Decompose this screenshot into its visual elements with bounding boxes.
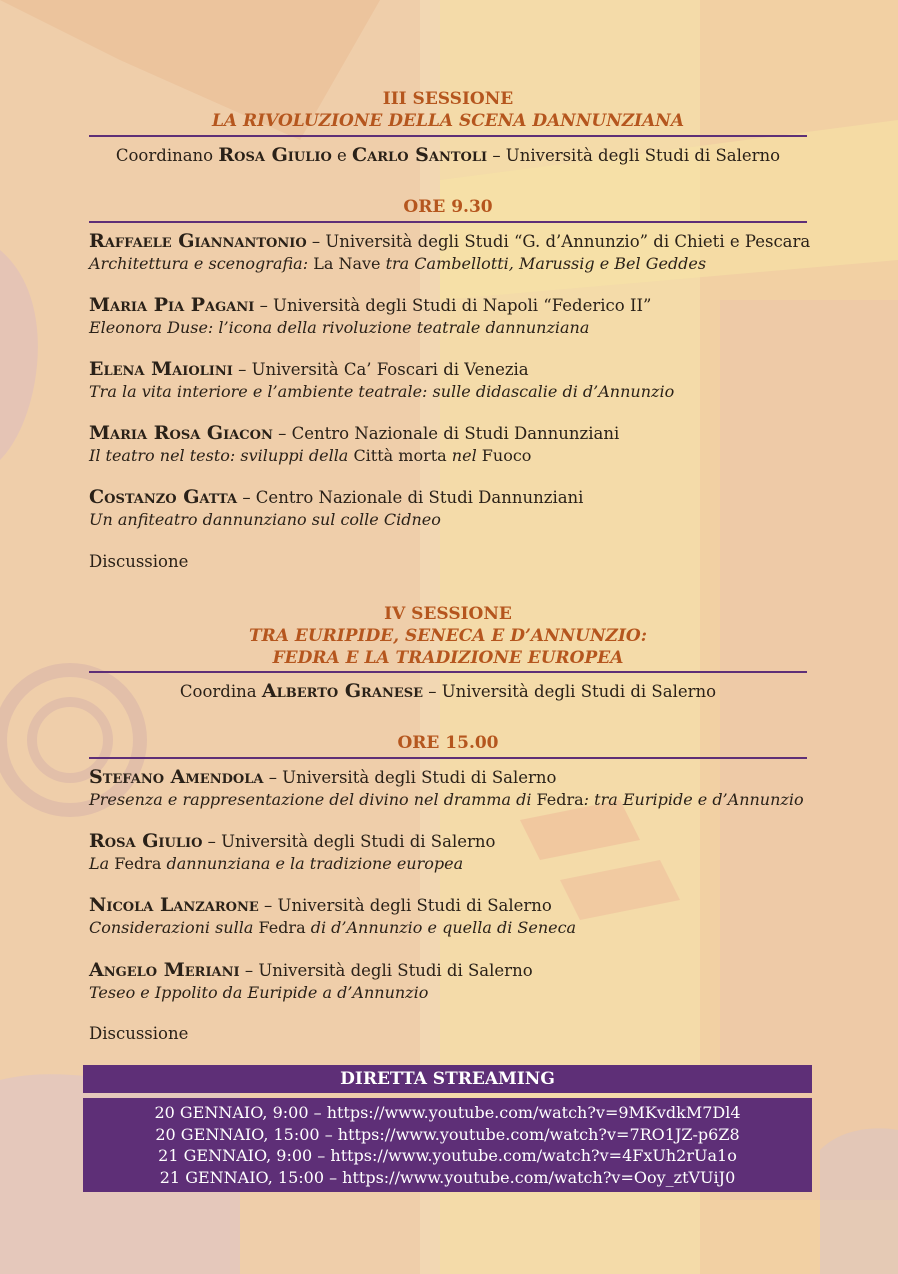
discussion-label: Discussione [89,552,189,571]
streaming-links [83,1098,812,1192]
session-4-header [89,603,807,669]
speaker-affiliation: – Centro Nazionale di Studi Dannunziani [242,488,584,507]
session-4-subtitle: FEDRA E LA TRADIZIONE EUROPEA [272,648,624,668]
streaming-link[interactable]: 20 GENNAIO, 15:00 – https://www.youtube.com/watch?v=7RO1JZ-p6Z8 [155,1124,740,1144]
session-4-coordinator: Coordina Alberto Granese – Università degli Studi di Salerno [179,680,717,702]
session-4-time: ORE 15.00 [397,733,499,753]
talk-item [89,830,819,875]
speaker-affiliation: – Università degli Studi di Salerno [264,896,552,915]
talk-title: Il teatro nel testo: sviluppi della Città morta nel Fuoco [89,446,532,465]
speaker-name: Rosa Giulio [89,830,203,852]
talk-title: Considerazioni sulla Fedra di d’Annunzio e quella di Seneca [89,918,577,937]
divider [89,135,807,137]
divider [89,757,807,759]
divider [89,221,807,223]
speaker-name: Stefano Amendola [89,766,264,788]
talk-item [89,422,819,467]
streaming-title: DIRETTA STREAMING [83,1065,812,1093]
speaker-affiliation: – Università degli Studi di Napoli “Federico II” [259,296,652,315]
talk-item [89,766,819,811]
talk-title: Teseo e Ippolito da Euripide a d’Annunzio [89,983,429,1002]
streaming-link[interactable]: 21 GENNAIO, 9:00 – https://www.youtube.com/watch?v=4FxUh2rUa1o [158,1146,737,1165]
talk-item [89,358,819,403]
speaker-affiliation: – Università degli Studi di Salerno [207,832,496,851]
speaker-name: Elena Maiolini [89,358,233,380]
speaker-affiliation: – Università degli Studi “G. d’Annunzio” di Chieti e Pescara [311,232,811,251]
talk-item [89,294,819,339]
coordinator-name: Carlo Santoli [352,144,488,166]
session-3-time: ORE 9.30 [403,197,493,217]
session-3-heading: III SESSIONE [382,89,514,109]
discussion-label: Discussione [89,1024,189,1043]
speaker-affiliation: – Centro Nazionale di Studi Dannunziani [278,424,620,443]
talk-title: Un anfiteatro dannunziano sul colle Cidneo [89,510,441,529]
session-3-coordinators: Coordinano Rosa Giulio e Carlo Santoli – Università degli Studi di Salerno [115,144,781,166]
talk-item [89,894,819,939]
talk-item [89,959,819,1004]
session-4-subtitle: TRA EURIPIDE, SENECA E D’ANNUNZIO: [248,626,647,646]
divider [89,671,807,673]
speaker-name: Maria Rosa Giacon [89,422,273,444]
talk-item [89,230,819,275]
streaming-link[interactable]: 20 GENNAIO, 9:00 – https://www.youtube.com/watch?v=9MKvdkM7Dl4 [154,1103,741,1122]
talk-title: Presenza e rappresentazione del divino nel dramma di Fedra: tra Euripide e d’Annunzio [89,790,804,809]
session-4-heading: IV SESSIONE [384,604,512,624]
talk-item [89,486,819,531]
speaker-affiliation: – Università Ca’ Foscari di Venezia [238,360,529,379]
talk-title: Architettura e scenografia: La Nave tra Cambellotti, Marussig e Bel Geddes [89,254,707,273]
coordinator-name: Alberto Granese [261,680,424,702]
speaker-name: Costanzo Gatta [89,486,238,508]
session-3-subtitle: LA RIVOLUZIONE DELLA SCENA DANNUNZIANA [211,111,685,131]
speaker-affiliation: – Università degli Studi di Salerno [268,768,557,787]
talk-title: Tra la vita interiore e l’ambiente teatrale: sulle didascalie di d’Annunzio [89,382,675,401]
speaker-name: Nicola Lanzarone [89,894,259,916]
coordinator-name: Rosa Giulio [218,144,332,166]
speaker-name: Angelo Meriani [89,959,240,981]
streaming-link[interactable]: 21 GENNAIO, 15:00 – https://www.youtube.com/watch?v=Ooy_ztVUiJ0 [159,1167,736,1187]
speaker-affiliation: – Università degli Studi di Salerno [244,961,533,980]
speaker-name: Raffaele Giannantonio [89,230,307,252]
speaker-name: Maria Pia Pagani [89,294,255,316]
session-3-header [89,88,807,132]
talk-title: La Fedra dannunziana e la tradizione europea [89,854,464,873]
talk-title: Eleonora Duse: l’icona della rivoluzione teatrale dannunziana [89,318,590,337]
